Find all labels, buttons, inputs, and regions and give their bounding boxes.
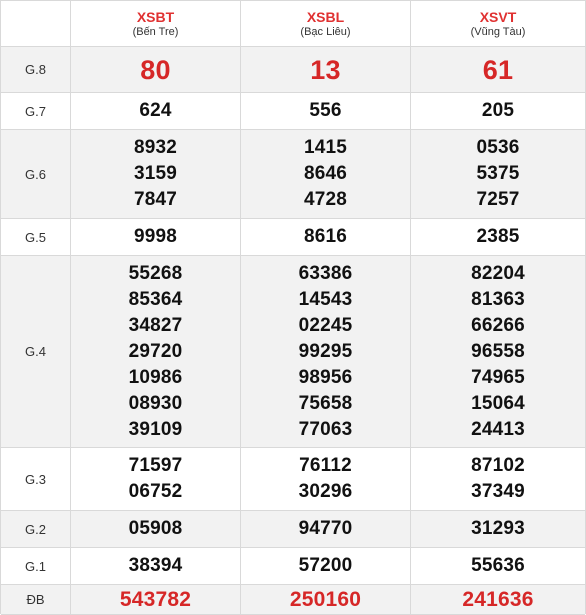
- prize-number: 71597: [128, 455, 183, 476]
- prize-label-cell: [1, 130, 71, 218]
- prize-number: 205: [481, 100, 515, 121]
- prize-number: 543782: [119, 587, 192, 611]
- prize-label-cell: [1, 448, 71, 510]
- prize-number: 55636: [471, 555, 525, 576]
- prize-number: 37349: [471, 481, 525, 502]
- prize-number: 14543: [298, 288, 353, 310]
- prize-label: G.8: [25, 62, 46, 77]
- prize-number: 7257: [476, 189, 520, 210]
- prize-number: 87102: [471, 455, 525, 476]
- prize-value-cell: [241, 219, 411, 255]
- prize-row-g3: [1, 448, 585, 511]
- prize-value-cell: [241, 448, 411, 510]
- prize-number: 74965: [471, 366, 525, 388]
- prize-number: 61: [482, 54, 514, 85]
- prize-value-cell: [71, 448, 241, 510]
- prize-value-cell: [411, 256, 585, 447]
- prize-number: 13: [310, 54, 341, 85]
- header-province-xsbl: [241, 1, 411, 46]
- prize-value-cell: [411, 219, 585, 255]
- prize-row-g6: [1, 130, 585, 219]
- header-corner-cell: [1, 1, 71, 46]
- prize-row-g7: [1, 93, 585, 130]
- prize-number: 29720: [128, 340, 183, 362]
- prize-number: 63386: [298, 262, 353, 284]
- prize-number: 5375: [476, 163, 520, 184]
- prize-value-cell: [241, 511, 411, 547]
- prize-number: 02245: [298, 314, 353, 336]
- prize-value-cell: [411, 548, 585, 584]
- header-row: [1, 1, 585, 47]
- prize-row-đb: [1, 585, 585, 615]
- prize-number: 10986: [128, 366, 183, 388]
- prize-number: 2385: [476, 226, 520, 247]
- prize-label-cell: [1, 93, 71, 129]
- prize-value-cell: [71, 511, 241, 547]
- province-code: XSBL: [306, 8, 345, 25]
- province-name: (Bạc Liêu): [300, 25, 351, 38]
- prize-number: 3159: [133, 163, 178, 184]
- prize-number: 8616: [303, 226, 348, 247]
- prize-value-cell: [71, 548, 241, 584]
- prize-row-g5: [1, 219, 585, 256]
- prize-number: 55268: [128, 262, 183, 284]
- prize-label-cell: [1, 256, 71, 447]
- prize-value-cell: [241, 47, 411, 92]
- prize-row-g4: [1, 256, 585, 448]
- prize-label: G.4: [25, 344, 46, 359]
- prize-number: 96558: [471, 340, 525, 362]
- prize-number: 250160: [289, 587, 362, 611]
- prize-number: 556: [309, 100, 342, 121]
- province-code: XSVT: [479, 8, 517, 25]
- prize-number: 15064: [471, 392, 525, 414]
- prize-label-cell: [1, 47, 71, 92]
- prize-number: 39109: [128, 418, 183, 440]
- prize-label-cell: [1, 585, 71, 614]
- prize-number: 624: [139, 100, 172, 121]
- prize-label-cell: [1, 511, 71, 547]
- prize-number: 31293: [471, 518, 525, 539]
- prize-value-cell: [71, 93, 241, 129]
- prize-number: 30296: [298, 481, 353, 502]
- prize-number: 7847: [133, 189, 178, 210]
- province-name: (Vũng Tàu): [470, 25, 526, 38]
- prize-number: 06752: [128, 481, 183, 502]
- prize-number: 05908: [128, 518, 183, 539]
- prize-value-cell: [241, 548, 411, 584]
- prize-number: 82204: [471, 262, 525, 284]
- prize-value-cell: [71, 130, 241, 218]
- province-name: (Bến Tre): [132, 25, 179, 38]
- prize-number: 241636: [462, 587, 534, 611]
- prize-label-cell: [1, 548, 71, 584]
- prize-number: 0536: [476, 137, 520, 158]
- prize-value-cell: [241, 256, 411, 447]
- header-province-xsbt: [71, 1, 241, 46]
- prize-number: 4728: [303, 189, 348, 210]
- prize-label: G.7: [25, 103, 46, 119]
- prize-number: 99295: [298, 340, 353, 362]
- prize-number: 77063: [298, 418, 353, 440]
- prize-number: 76112: [299, 455, 352, 476]
- prize-number: 57200: [298, 555, 353, 576]
- prize-label: G.1: [25, 558, 46, 574]
- prize-label: G.3: [25, 471, 46, 487]
- prize-value-cell: [71, 585, 241, 614]
- prize-number: 94770: [298, 518, 353, 539]
- prize-number: 98956: [298, 366, 353, 388]
- prize-value-cell: [241, 130, 411, 218]
- prize-number: 85364: [128, 288, 183, 310]
- prize-label: G.2: [25, 521, 46, 537]
- prize-value-cell: [411, 130, 585, 218]
- prize-label: ĐB: [26, 592, 45, 607]
- prize-value-cell: [241, 93, 411, 129]
- prize-value-cell: [71, 256, 241, 447]
- prize-value-cell: [411, 585, 585, 614]
- prize-label: G.5: [25, 229, 46, 245]
- prize-value-cell: [71, 47, 241, 92]
- prize-value-cell: [411, 448, 585, 510]
- prize-number: 8932: [133, 137, 178, 158]
- prize-row-g2: [1, 511, 585, 548]
- prize-row-g1: [1, 548, 585, 585]
- prize-label-cell: [1, 219, 71, 255]
- prize-number: 75658: [298, 392, 353, 414]
- prize-value-cell: [241, 585, 411, 614]
- prize-number: 08930: [128, 392, 183, 414]
- prize-value-cell: [411, 47, 585, 92]
- prize-value-cell: [411, 93, 585, 129]
- prize-value-cell: [411, 511, 585, 547]
- prize-number: 24413: [471, 418, 525, 440]
- header-province-xsvt: [411, 1, 585, 46]
- prize-number: 34827: [128, 314, 183, 336]
- prize-label: G.6: [25, 166, 46, 182]
- prize-number: 80: [140, 54, 171, 85]
- prize-number: 8646: [303, 163, 348, 184]
- province-code: XSBT: [136, 8, 175, 25]
- prize-number: 81363: [471, 288, 525, 310]
- prize-number: 66266: [471, 314, 525, 336]
- prize-value-cell: [71, 219, 241, 255]
- prize-row-g8: [1, 47, 585, 93]
- prize-number: 9998: [133, 226, 178, 247]
- prize-number: 38394: [128, 555, 183, 576]
- prize-number: 1415: [303, 137, 348, 158]
